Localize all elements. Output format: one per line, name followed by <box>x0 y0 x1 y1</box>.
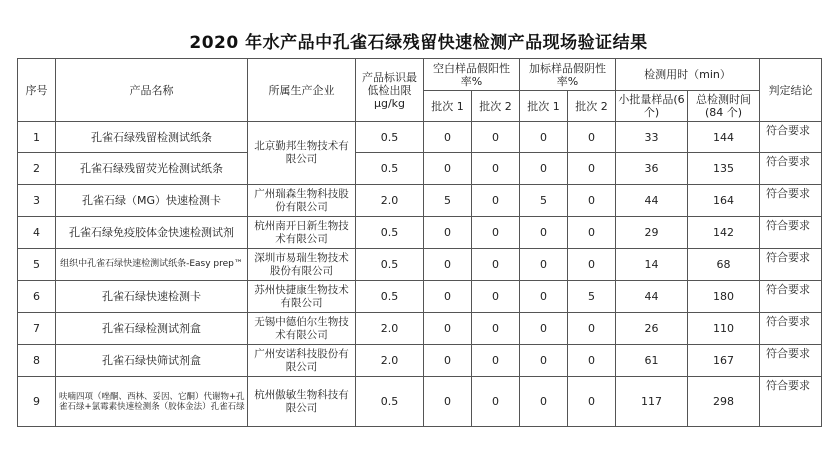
cell-lod: 0.5 <box>356 217 424 249</box>
cell-lod: 2.0 <box>356 313 424 345</box>
cell-company: 苏州快捷康生物技术有限公司 <box>248 281 356 313</box>
header-company: 所属生产企业 <box>248 59 356 122</box>
cell-company: 杭州傲敏生物科技有限公司 <box>248 377 356 427</box>
header-spiked-false-negative: 加标样品假阴性率% <box>520 59 616 91</box>
cell-spiked-b2: 0 <box>568 377 616 427</box>
header-spiked-batch1: 批次 1 <box>520 91 568 122</box>
cell-conclusion: 符合要求 <box>760 217 822 249</box>
header-blank-batch2: 批次 2 <box>472 91 520 122</box>
cell-total-time: 110 <box>688 313 760 345</box>
cell-spiked-b1: 5 <box>520 185 568 217</box>
cell-blank-b1: 0 <box>424 345 472 377</box>
cell-conclusion: 符合要求 <box>760 281 822 313</box>
cell-blank-b1: 0 <box>424 377 472 427</box>
cell-product: 组织中孔雀石绿快速检测试纸条-Easy prep™ <box>56 249 248 281</box>
cell-product: 孔雀石绿快筛试剂盒 <box>56 345 248 377</box>
header-lod: 产品标识最低检出限 μg/kg <box>356 59 424 122</box>
cell-total-time: 144 <box>688 122 760 153</box>
cell-spiked-b1: 0 <box>520 122 568 153</box>
cell-total-time: 167 <box>688 345 760 377</box>
cell-blank-b1: 5 <box>424 185 472 217</box>
cell-index: 3 <box>18 185 56 217</box>
cell-conclusion: 符合要求 <box>760 153 822 185</box>
cell-conclusion: 符合要求 <box>760 122 822 153</box>
cell-spiked-b1: 0 <box>520 345 568 377</box>
table-row <box>18 281 822 313</box>
header-index: 序号 <box>18 59 56 122</box>
header-spiked-batch2: 批次 2 <box>568 91 616 122</box>
cell-spiked-b1: 0 <box>520 313 568 345</box>
cell-lod: 0.5 <box>356 281 424 313</box>
cell-small-batch: 44 <box>616 281 688 313</box>
cell-spiked-b1: 0 <box>520 153 568 185</box>
table-row <box>18 217 822 249</box>
cell-product: 孔雀石绿残留检测试纸条 <box>56 122 248 153</box>
cell-small-batch: 61 <box>616 345 688 377</box>
cell-spiked-b2: 5 <box>568 281 616 313</box>
cell-product: 孔雀石绿快速检测卡 <box>56 281 248 313</box>
cell-lod: 2.0 <box>356 345 424 377</box>
cell-blank-b2: 0 <box>472 345 520 377</box>
cell-blank-b1: 0 <box>424 217 472 249</box>
cell-spiked-b1: 0 <box>520 281 568 313</box>
cell-index: 5 <box>18 249 56 281</box>
cell-spiked-b1: 0 <box>520 249 568 281</box>
cell-company: 广州安诺科技股份有限公司 <box>248 345 356 377</box>
cell-product: 孔雀石绿检测试剂盒 <box>56 313 248 345</box>
cell-lod: 0.5 <box>356 122 424 153</box>
table-row <box>18 377 822 427</box>
cell-index: 9 <box>18 377 56 427</box>
cell-spiked-b2: 0 <box>568 313 616 345</box>
header-small-batch: 小批量样品(6 个) <box>616 91 688 122</box>
header-detection-time: 检测用时（min） <box>616 59 760 91</box>
cell-blank-b1: 0 <box>424 249 472 281</box>
cell-company: 无锡中德伯尔生物技术有限公司 <box>248 313 356 345</box>
cell-conclusion: 符合要求 <box>760 377 822 427</box>
cell-conclusion: 符合要求 <box>760 185 822 217</box>
cell-spiked-b2: 0 <box>568 185 616 217</box>
cell-small-batch: 26 <box>616 313 688 345</box>
table-row <box>18 249 822 281</box>
cell-company: 广州瑞森生物科技股份有限公司 <box>248 185 356 217</box>
cell-company: 北京勤邦生物技术有限公司 <box>248 122 356 185</box>
cell-lod: 2.0 <box>356 185 424 217</box>
cell-lod: 0.5 <box>356 153 424 185</box>
cell-blank-b2: 0 <box>472 185 520 217</box>
cell-small-batch: 117 <box>616 377 688 427</box>
cell-company: 杭州南开日新生物技术有限公司 <box>248 217 356 249</box>
cell-total-time: 180 <box>688 281 760 313</box>
cell-blank-b2: 0 <box>472 281 520 313</box>
cell-product: 孔雀石绿残留荧光检测试纸条 <box>56 153 248 185</box>
cell-index: 2 <box>18 153 56 185</box>
cell-blank-b2: 0 <box>472 122 520 153</box>
cell-blank-b1: 0 <box>424 313 472 345</box>
cell-product: 孔雀石绿（MG）快速检测卡 <box>56 185 248 217</box>
cell-blank-b2: 0 <box>472 313 520 345</box>
cell-blank-b1: 0 <box>424 153 472 185</box>
cell-small-batch: 36 <box>616 153 688 185</box>
cell-lod: 0.5 <box>356 249 424 281</box>
table-row <box>18 313 822 345</box>
cell-total-time: 164 <box>688 185 760 217</box>
header-blank-batch1: 批次 1 <box>424 91 472 122</box>
cell-company: 深圳市易瑞生物技术股份有限公司 <box>248 249 356 281</box>
cell-blank-b2: 0 <box>472 377 520 427</box>
cell-conclusion: 符合要求 <box>760 313 822 345</box>
cell-blank-b1: 0 <box>424 122 472 153</box>
cell-index: 4 <box>18 217 56 249</box>
cell-blank-b2: 0 <box>472 249 520 281</box>
header-conclusion: 判定结论 <box>760 59 822 122</box>
cell-index: 7 <box>18 313 56 345</box>
cell-small-batch: 29 <box>616 217 688 249</box>
cell-spiked-b2: 0 <box>568 217 616 249</box>
table-row <box>18 185 822 217</box>
cell-spiked-b2: 0 <box>568 153 616 185</box>
cell-spiked-b1: 0 <box>520 217 568 249</box>
cell-small-batch: 44 <box>616 185 688 217</box>
cell-spiked-b1: 0 <box>520 377 568 427</box>
header-product: 产品名称 <box>56 59 248 122</box>
cell-total-time: 135 <box>688 153 760 185</box>
cell-blank-b1: 0 <box>424 281 472 313</box>
cell-conclusion: 符合要求 <box>760 345 822 377</box>
cell-spiked-b2: 0 <box>568 345 616 377</box>
cell-index: 6 <box>18 281 56 313</box>
table-row <box>18 345 822 377</box>
cell-product: 孔雀石绿免疫胶体金快速检测试剂 <box>56 217 248 249</box>
table-row <box>18 122 822 153</box>
cell-index: 8 <box>18 345 56 377</box>
cell-blank-b2: 0 <box>472 217 520 249</box>
cell-blank-b2: 0 <box>472 153 520 185</box>
cell-lod: 0.5 <box>356 377 424 427</box>
header-blank-false-positive: 空白样品假阳性率% <box>424 59 520 91</box>
cell-product: 呋喃四项（唑酮、西林、妥因、它酮）代谢物+孔雀石绿+氯霉素快速检测条（胶体金法）孔雀石绿 <box>56 377 248 427</box>
table-row <box>18 153 822 185</box>
cell-conclusion: 符合要求 <box>760 249 822 281</box>
cell-total-time: 298 <box>688 377 760 427</box>
cell-spiked-b2: 0 <box>568 122 616 153</box>
results-table <box>17 58 822 427</box>
cell-index: 1 <box>18 122 56 153</box>
cell-total-time: 142 <box>688 217 760 249</box>
cell-small-batch: 33 <box>616 122 688 153</box>
cell-spiked-b2: 0 <box>568 249 616 281</box>
cell-total-time: 68 <box>688 249 760 281</box>
page-title: 2020 年水产品中孔雀石绿残留快速检测产品现场验证结果 <box>189 33 648 53</box>
header-total-time: 总检测时间(84 个) <box>688 91 760 122</box>
cell-small-batch: 14 <box>616 249 688 281</box>
